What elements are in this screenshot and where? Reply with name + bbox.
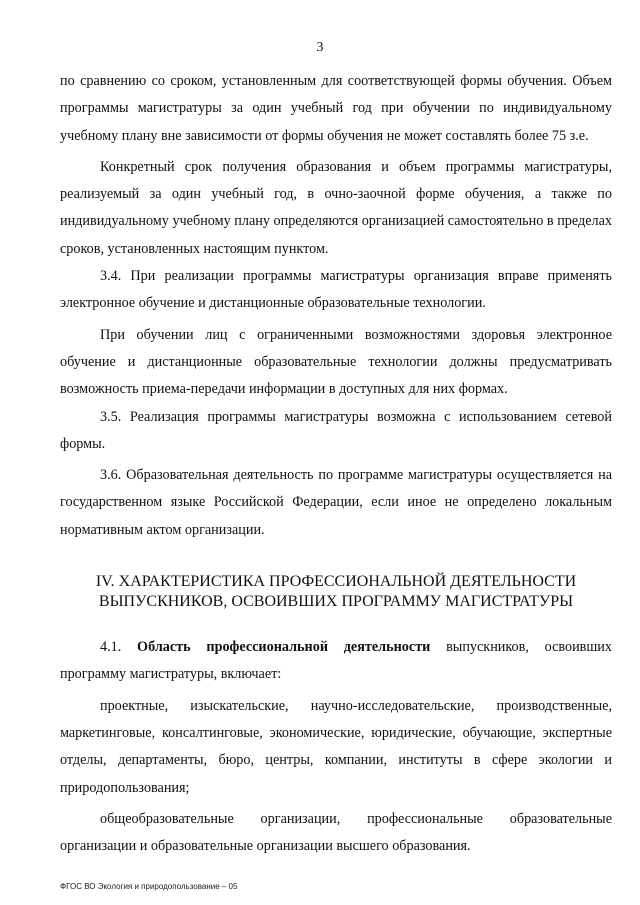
paragraph-continuation: по сравнению со сроком, установленным для соответствующей формы обучения. Объем программы магистратуры за один учебный год при обучении по индивидуальному учебному плану вне зависимости от формы обучения не может составлять более 75 з.е. [60, 73, 612, 144]
item-rest: выпускников, освоивших программу магистратуры, включает: [60, 639, 612, 683]
document-body [60, 68, 612, 860]
paragraph-3-5: 3.5. Реализация программы магистратуры возможна с использованием сетевой формы. [60, 408, 612, 452]
paragraph-4-1 [60, 634, 612, 689]
list-item-organizations: общеобразовательные организации, профессиональные образовательные организации и образовательные организации высшего образования. [60, 810, 612, 855]
section-heading-line-2: ВЫПУСКНИКОВ, ОСВОИВШИХ ПРОГРАММУ МАГИСТРАТУРЫ [98, 593, 574, 611]
list-item-departments: проектные, изыскательские, научно-исследовательские, производственные, маркетинговые, консалтинговые, экономические, юридические, обучающие, экспертные отделы, департаменты, бюро, центры, компании, институты в сфере экологии и природопользования; [60, 697, 612, 796]
item-bold-term: Область профессиональной деятельности [137, 639, 431, 656]
section-heading-line-1: IV. ХАРАКТЕРИСТИКА ПРОФЕССИОНАЛЬНОЙ ДЕЯТЕЛЬНОСТИ [95, 573, 577, 591]
paragraph-3-4: 3.4. При реализации программы магистратуры организация вправе применять электронное обучение и дистанционные образовательные технологии. [60, 268, 612, 312]
section-heading [60, 572, 612, 612]
paragraph-disabilities: При обучении лиц с ограниченными возможностями здоровья электронное обучение и дистанционные образовательные технологии должны предусматривать возможность приема-передачи информации в доступных для них формах. [60, 326, 612, 398]
paragraph-3-6: 3.6. Образовательная деятельность по программе магистратуры осуществляется на государственном языке Российской Федерации, если иное не определено локальным нормативным актом организации. [60, 467, 612, 538]
item-number: 4.1. [100, 639, 122, 656]
footer-text: ФГОС ВО Экология и природопользование – 05 [60, 882, 238, 891]
paragraph-term-volume: Конкретный срок получения образования и объем программы магистратуры, реализуемый за один учебный год, в очно-заочной форме обучения, а также по индивидуальному учебному плану определяются организацией самостоятельно в пределах сроков, установленных настоящим пунктом. [60, 158, 612, 257]
page-number: 3 [316, 40, 324, 55]
